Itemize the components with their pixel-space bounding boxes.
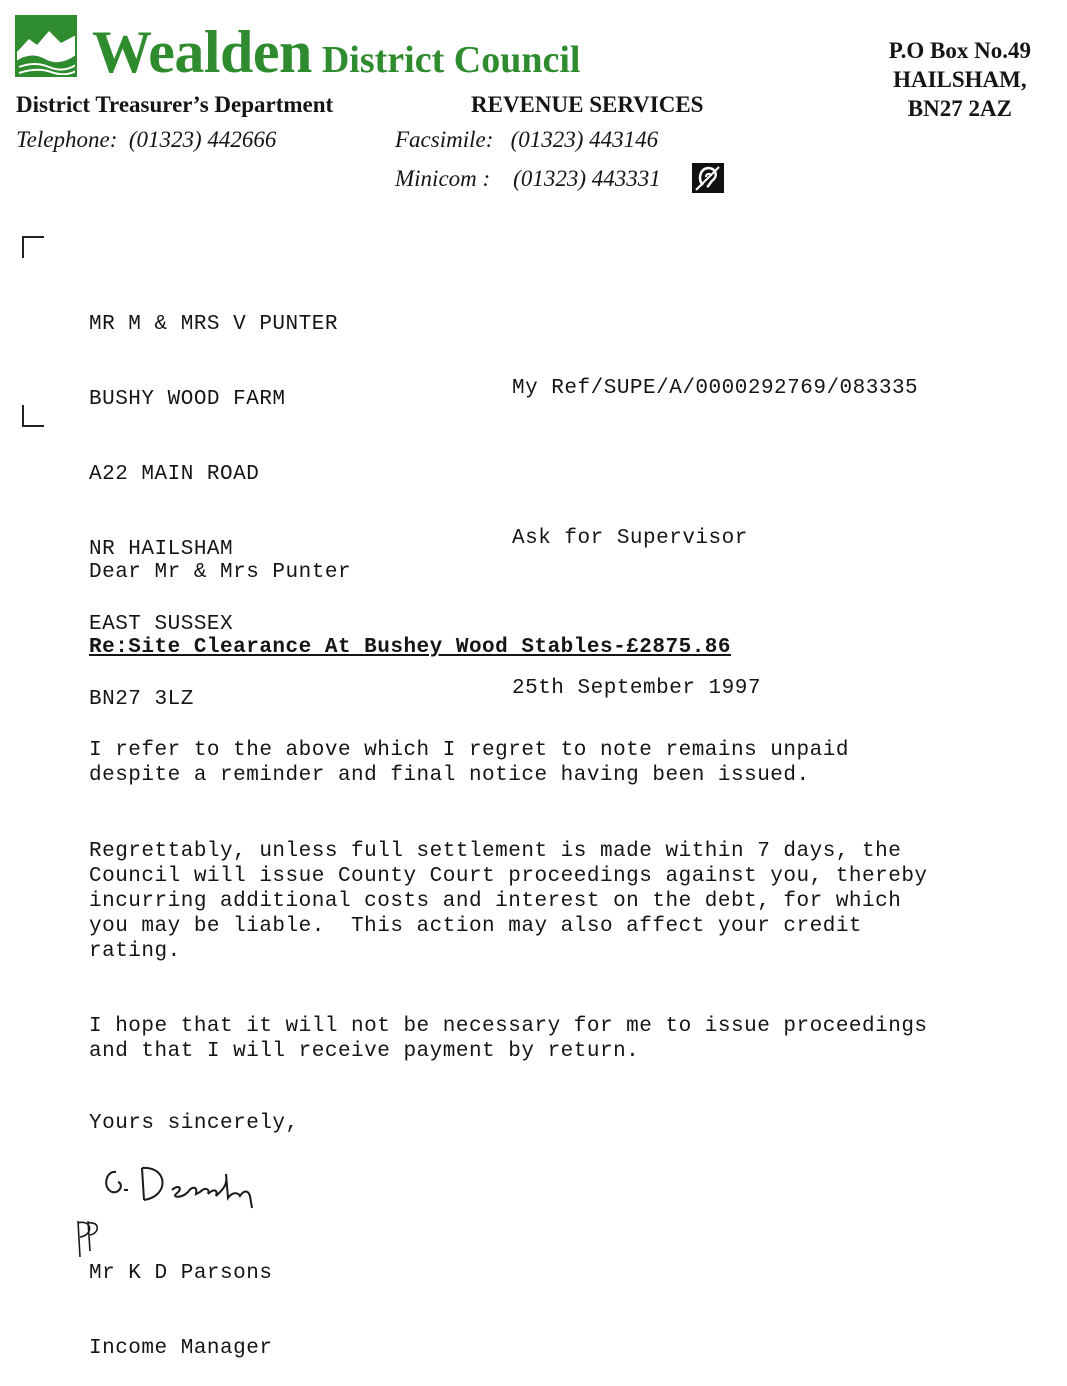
council-logo-icon: [15, 15, 77, 77]
minicom: Minicom : (01323) 443331: [395, 166, 661, 191]
reference-block: [512, 264, 918, 764]
ask-for: Ask for Supervisor: [512, 527, 748, 550]
address-window-corner-bottom: [22, 405, 44, 427]
telephone: Telephone: (01323) 442666: [16, 127, 277, 152]
subject-line: Re:Site Clearance At Bushey Wood Stables-£2875.86: [89, 636, 732, 659]
address-line: BUSHY WOOD FARM: [89, 388, 286, 411]
paragraph: I refer to the above which I regret to note remains unpaid despite a reminder and final notice having been issued.: [89, 739, 849, 787]
address-line: A22 MAIN ROAD: [89, 463, 260, 486]
address-line: NR HAILSHAM: [89, 538, 234, 561]
address-line: EAST SUSSEX: [89, 613, 234, 636]
address-line: MR M & MRS V PUNTER: [89, 313, 338, 336]
hearing-loop-icon: [692, 163, 724, 193]
handwritten-initials: [70, 1215, 110, 1260]
closing: Yours sincerely,: [89, 1112, 299, 1135]
signatory-title: Income Manager: [89, 1337, 273, 1360]
address-window-corner-top: [22, 236, 44, 258]
council-name-suffix: District Council: [321, 39, 581, 81]
department: District Treasurer’s Department: [16, 92, 334, 117]
letter-date: 25th September 1997: [512, 677, 761, 700]
council-address: [889, 36, 1031, 123]
postcode: BN27 2AZ: [907, 96, 1012, 121]
signatory: [89, 1211, 272, 1386]
address-line: BN27 3LZ: [89, 688, 194, 711]
salutation: Dear Mr & Mrs Punter: [89, 561, 352, 584]
signatory-name: Mr K D Parsons: [89, 1262, 273, 1285]
town: HAILSHAM,: [893, 67, 1027, 92]
facsimile: Facsimile: (01323) 443146: [395, 127, 659, 152]
paragraph: I hope that it will not be necessary for me to issue proceedings and that I will receive payment by return.: [89, 1015, 928, 1063]
my-ref: My Ref/SUPE/A/0000292769/083335: [512, 377, 919, 400]
council-name-main: Wealden: [92, 19, 312, 85]
recipient-address: [89, 262, 338, 737]
paragraph: Regrettably, unless full settlement is made within 7 days, the Council will issue County Court proceedings against you, thereby incurring additional costs and interest on the debt, for which you may be liable. This action may also affect your credit rating.: [89, 840, 928, 963]
council-name: [92, 18, 580, 87]
service-name: REVENUE SERVICES: [471, 92, 704, 117]
po-box: P.O Box No.49: [888, 38, 1031, 63]
